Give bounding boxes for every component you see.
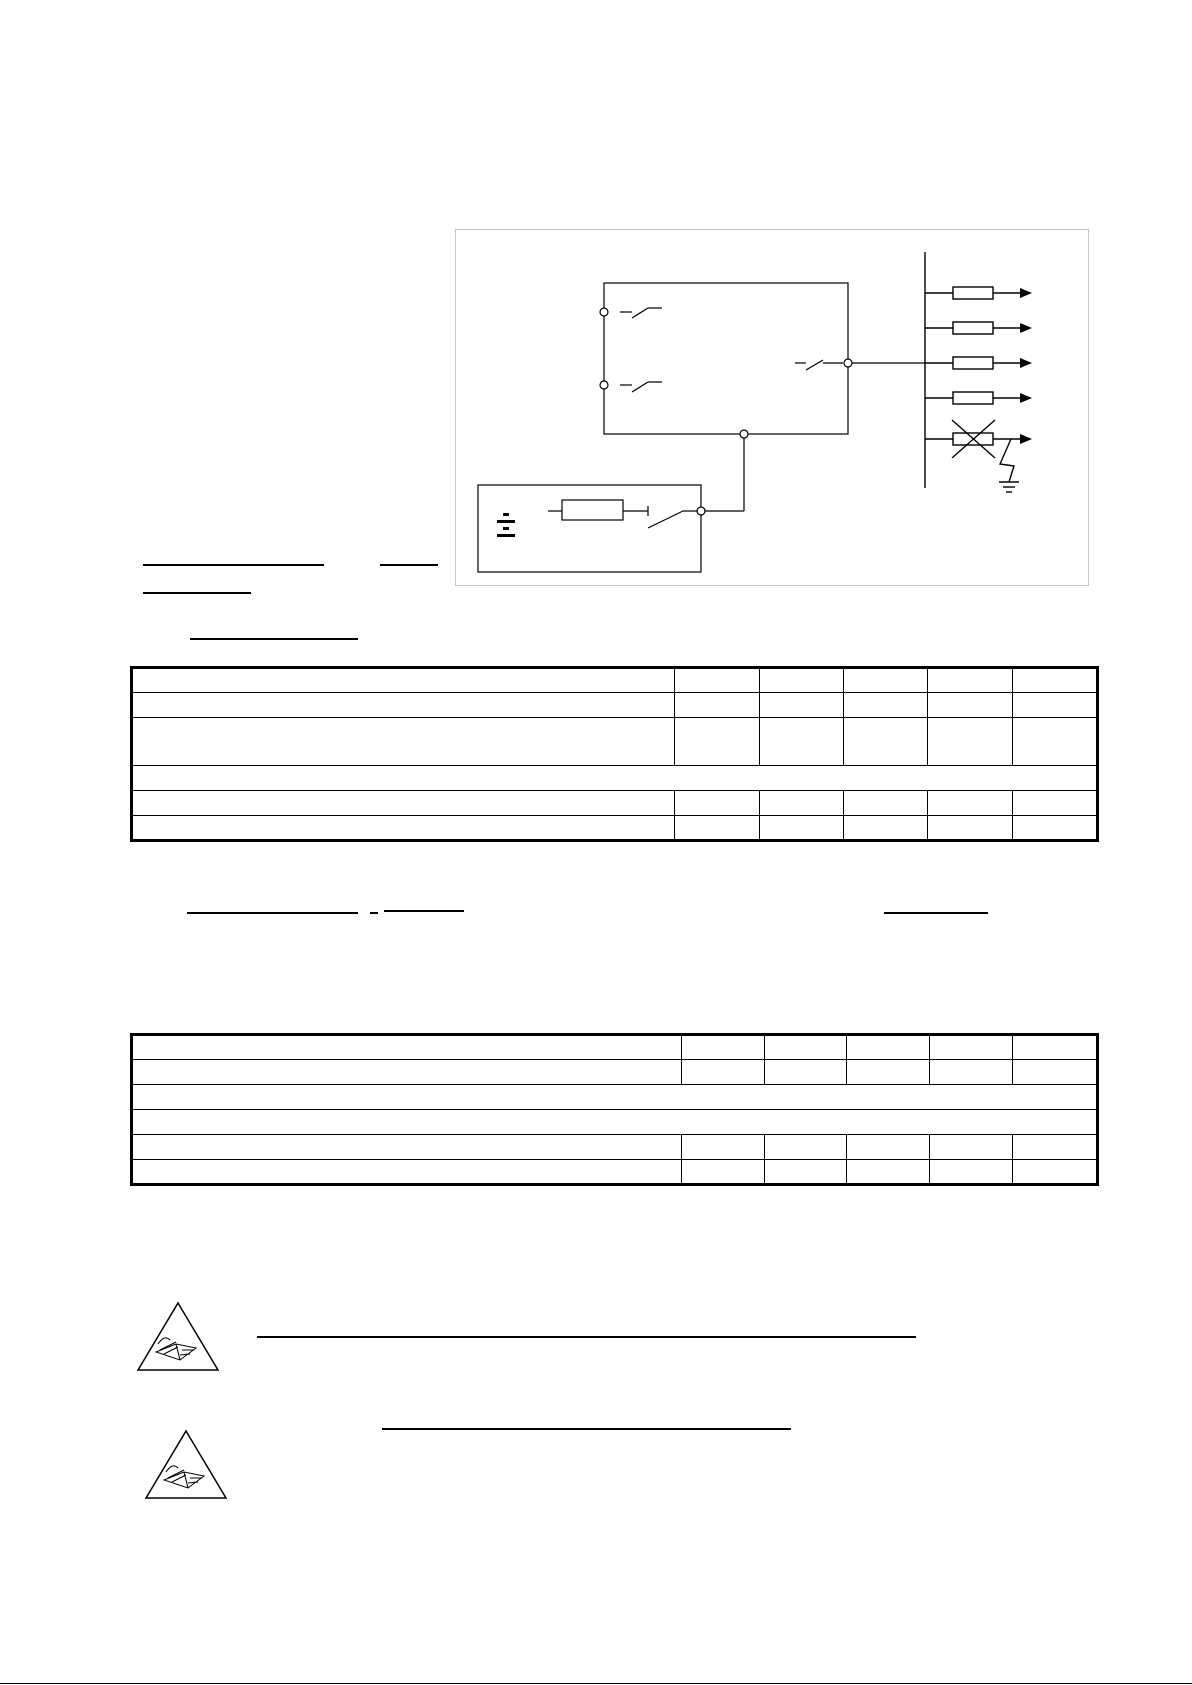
page-bottom-rule: [0, 1683, 1192, 1684]
table-cell: [930, 1135, 1013, 1160]
table-cell: [844, 816, 928, 841]
table-cell: [760, 718, 844, 766]
table-cell: [132, 1135, 682, 1160]
table-row: [132, 1110, 1098, 1135]
table-cell: [765, 1060, 847, 1085]
section-heading-underline-2d: [884, 912, 988, 914]
table-cell: [765, 1035, 847, 1060]
table-row: [132, 693, 1098, 718]
output-terminal: [844, 359, 852, 367]
table-cell: [847, 1060, 930, 1085]
feeder-fuse-3: [953, 357, 993, 369]
table-cell: [844, 718, 928, 766]
table-cell: [930, 1160, 1013, 1185]
caption-underline-1: [143, 564, 324, 566]
table-cell: [1013, 816, 1098, 841]
table-cell: [928, 693, 1013, 718]
table-cell: [928, 668, 1013, 693]
table-cell: [844, 668, 928, 693]
table-cell: [682, 1160, 765, 1185]
table-cell: [928, 791, 1013, 816]
table-cell: [132, 1110, 1098, 1135]
feeder-fuse-2: [953, 322, 993, 334]
table-cell: [928, 816, 1013, 841]
table-cell: [760, 693, 844, 718]
table-cell: [765, 1135, 847, 1160]
section-heading-underline-2a: [187, 912, 358, 914]
table-cell: [760, 816, 844, 841]
table-cell: [132, 1160, 682, 1185]
table-cell: [675, 791, 760, 816]
caption-underline-2: [380, 564, 438, 566]
section-heading-underline-2c: [384, 910, 464, 912]
main-switch-box: [604, 283, 848, 434]
table-1: [130, 666, 1099, 842]
table-cell: [847, 1135, 930, 1160]
table-cell: [675, 668, 760, 693]
input-terminal-1: [600, 308, 608, 316]
table-cell: [844, 693, 928, 718]
table-cell: [760, 791, 844, 816]
note-1-underline: [257, 1336, 916, 1338]
caption-underline-3: [143, 592, 251, 594]
table-cell: [132, 718, 675, 766]
table-row: [132, 718, 1098, 766]
table-cell: [132, 1035, 682, 1060]
table-cell: [682, 1060, 765, 1085]
table-cell: [844, 791, 928, 816]
table-cell: [928, 718, 1013, 766]
table-row: [132, 668, 1098, 693]
battery-box: [478, 485, 701, 572]
table-cell: [1013, 693, 1098, 718]
table-cell: [847, 1160, 930, 1185]
table-cell: [760, 668, 844, 693]
table-cell: [1013, 1160, 1098, 1185]
table-cell: [1013, 718, 1098, 766]
table-cell: [132, 791, 675, 816]
table-row: [132, 766, 1098, 791]
battery-box-terminal: [697, 507, 705, 515]
table-cell: [847, 1035, 930, 1060]
ground-fault-line: [1000, 439, 1014, 482]
table-cell: [930, 1060, 1013, 1085]
table-cell: [1013, 1135, 1098, 1160]
feeder-fuse-4: [953, 392, 993, 404]
feeder-fuse-1: [953, 287, 993, 299]
manual-warning-icon: [136, 1300, 220, 1372]
table-row: [132, 1160, 1098, 1185]
table-cell: [132, 668, 675, 693]
note-2-underline: [382, 1428, 791, 1430]
table-cell: [682, 1035, 765, 1060]
table-row: [132, 816, 1098, 841]
table-cell: [675, 693, 760, 718]
feeder-arrows: [1020, 288, 1032, 444]
table-cell: [930, 1035, 1013, 1060]
table-cell: [1013, 1035, 1098, 1060]
input-terminal-2: [600, 381, 608, 389]
table-row: [132, 1035, 1098, 1060]
section-heading-underline-2b: [370, 912, 378, 914]
battery-icon: [497, 513, 515, 537]
table-row: [132, 1135, 1098, 1160]
table-cell: [132, 816, 675, 841]
table-cell: [132, 1085, 1098, 1110]
table-cell: [675, 718, 760, 766]
table-row: [132, 791, 1098, 816]
circuit-diagram: [455, 229, 1089, 586]
table-cell: [1013, 1060, 1098, 1085]
section-heading-underline-1: [190, 638, 358, 640]
table-cell: [132, 766, 1098, 791]
table-cell: [765, 1160, 847, 1185]
table-row: [132, 1060, 1098, 1085]
manual-warning-icon: [144, 1428, 228, 1500]
table-cell: [675, 816, 760, 841]
table-2: [130, 1033, 1099, 1186]
battery-fuse: [562, 500, 623, 520]
table-cell: [1013, 791, 1098, 816]
table-cell: [1013, 668, 1098, 693]
table-row: [132, 1085, 1098, 1110]
bottom-terminal: [740, 430, 748, 438]
table-cell: [132, 1060, 682, 1085]
table-cell: [682, 1135, 765, 1160]
table-cell: [132, 693, 675, 718]
